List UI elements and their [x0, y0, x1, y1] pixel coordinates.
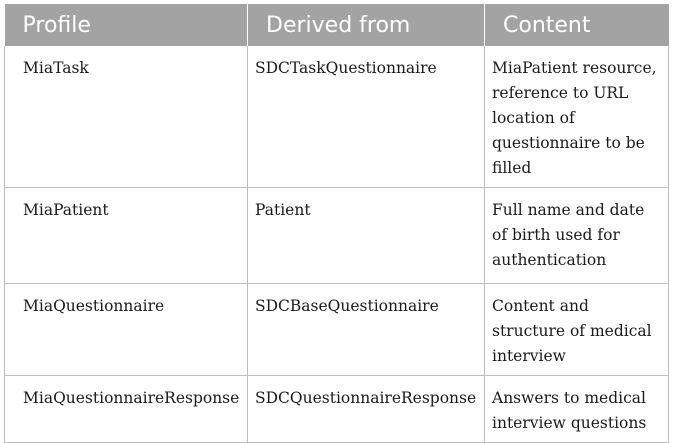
cell-profile: MiaQuestionnaireResponse	[5, 376, 248, 443]
cell-content: MiaPatient resource, reference to URL location of questionnaire to be filled	[485, 46, 669, 188]
header-row	[5, 4, 669, 46]
cell-content: Content and structure of medical interview	[485, 284, 669, 376]
cell-profile: MiaTask	[5, 46, 248, 188]
table-row	[5, 284, 669, 376]
cell-profile: MiaQuestionnaire	[5, 284, 248, 376]
cell-derived-from: SDCQuestionnaireResponse	[248, 376, 485, 443]
cell-derived-from: Patient	[248, 188, 485, 284]
cell-content: Full name and date of birth used for authentication	[485, 188, 669, 284]
cell-content: Answers to medical interview questions	[485, 376, 669, 443]
header-derived-from: Derived from	[248, 4, 485, 46]
profiles-table	[4, 4, 669, 443]
header-content: Content	[485, 4, 669, 46]
table-row	[5, 376, 669, 443]
cell-profile: MiaPatient	[5, 188, 248, 284]
header-profile: Profile	[5, 4, 248, 46]
table-row	[5, 188, 669, 284]
cell-derived-from: SDCBaseQuestionnaire	[248, 284, 485, 376]
table-row	[5, 46, 669, 188]
cell-derived-from: SDCTaskQuestionnaire	[248, 46, 485, 188]
